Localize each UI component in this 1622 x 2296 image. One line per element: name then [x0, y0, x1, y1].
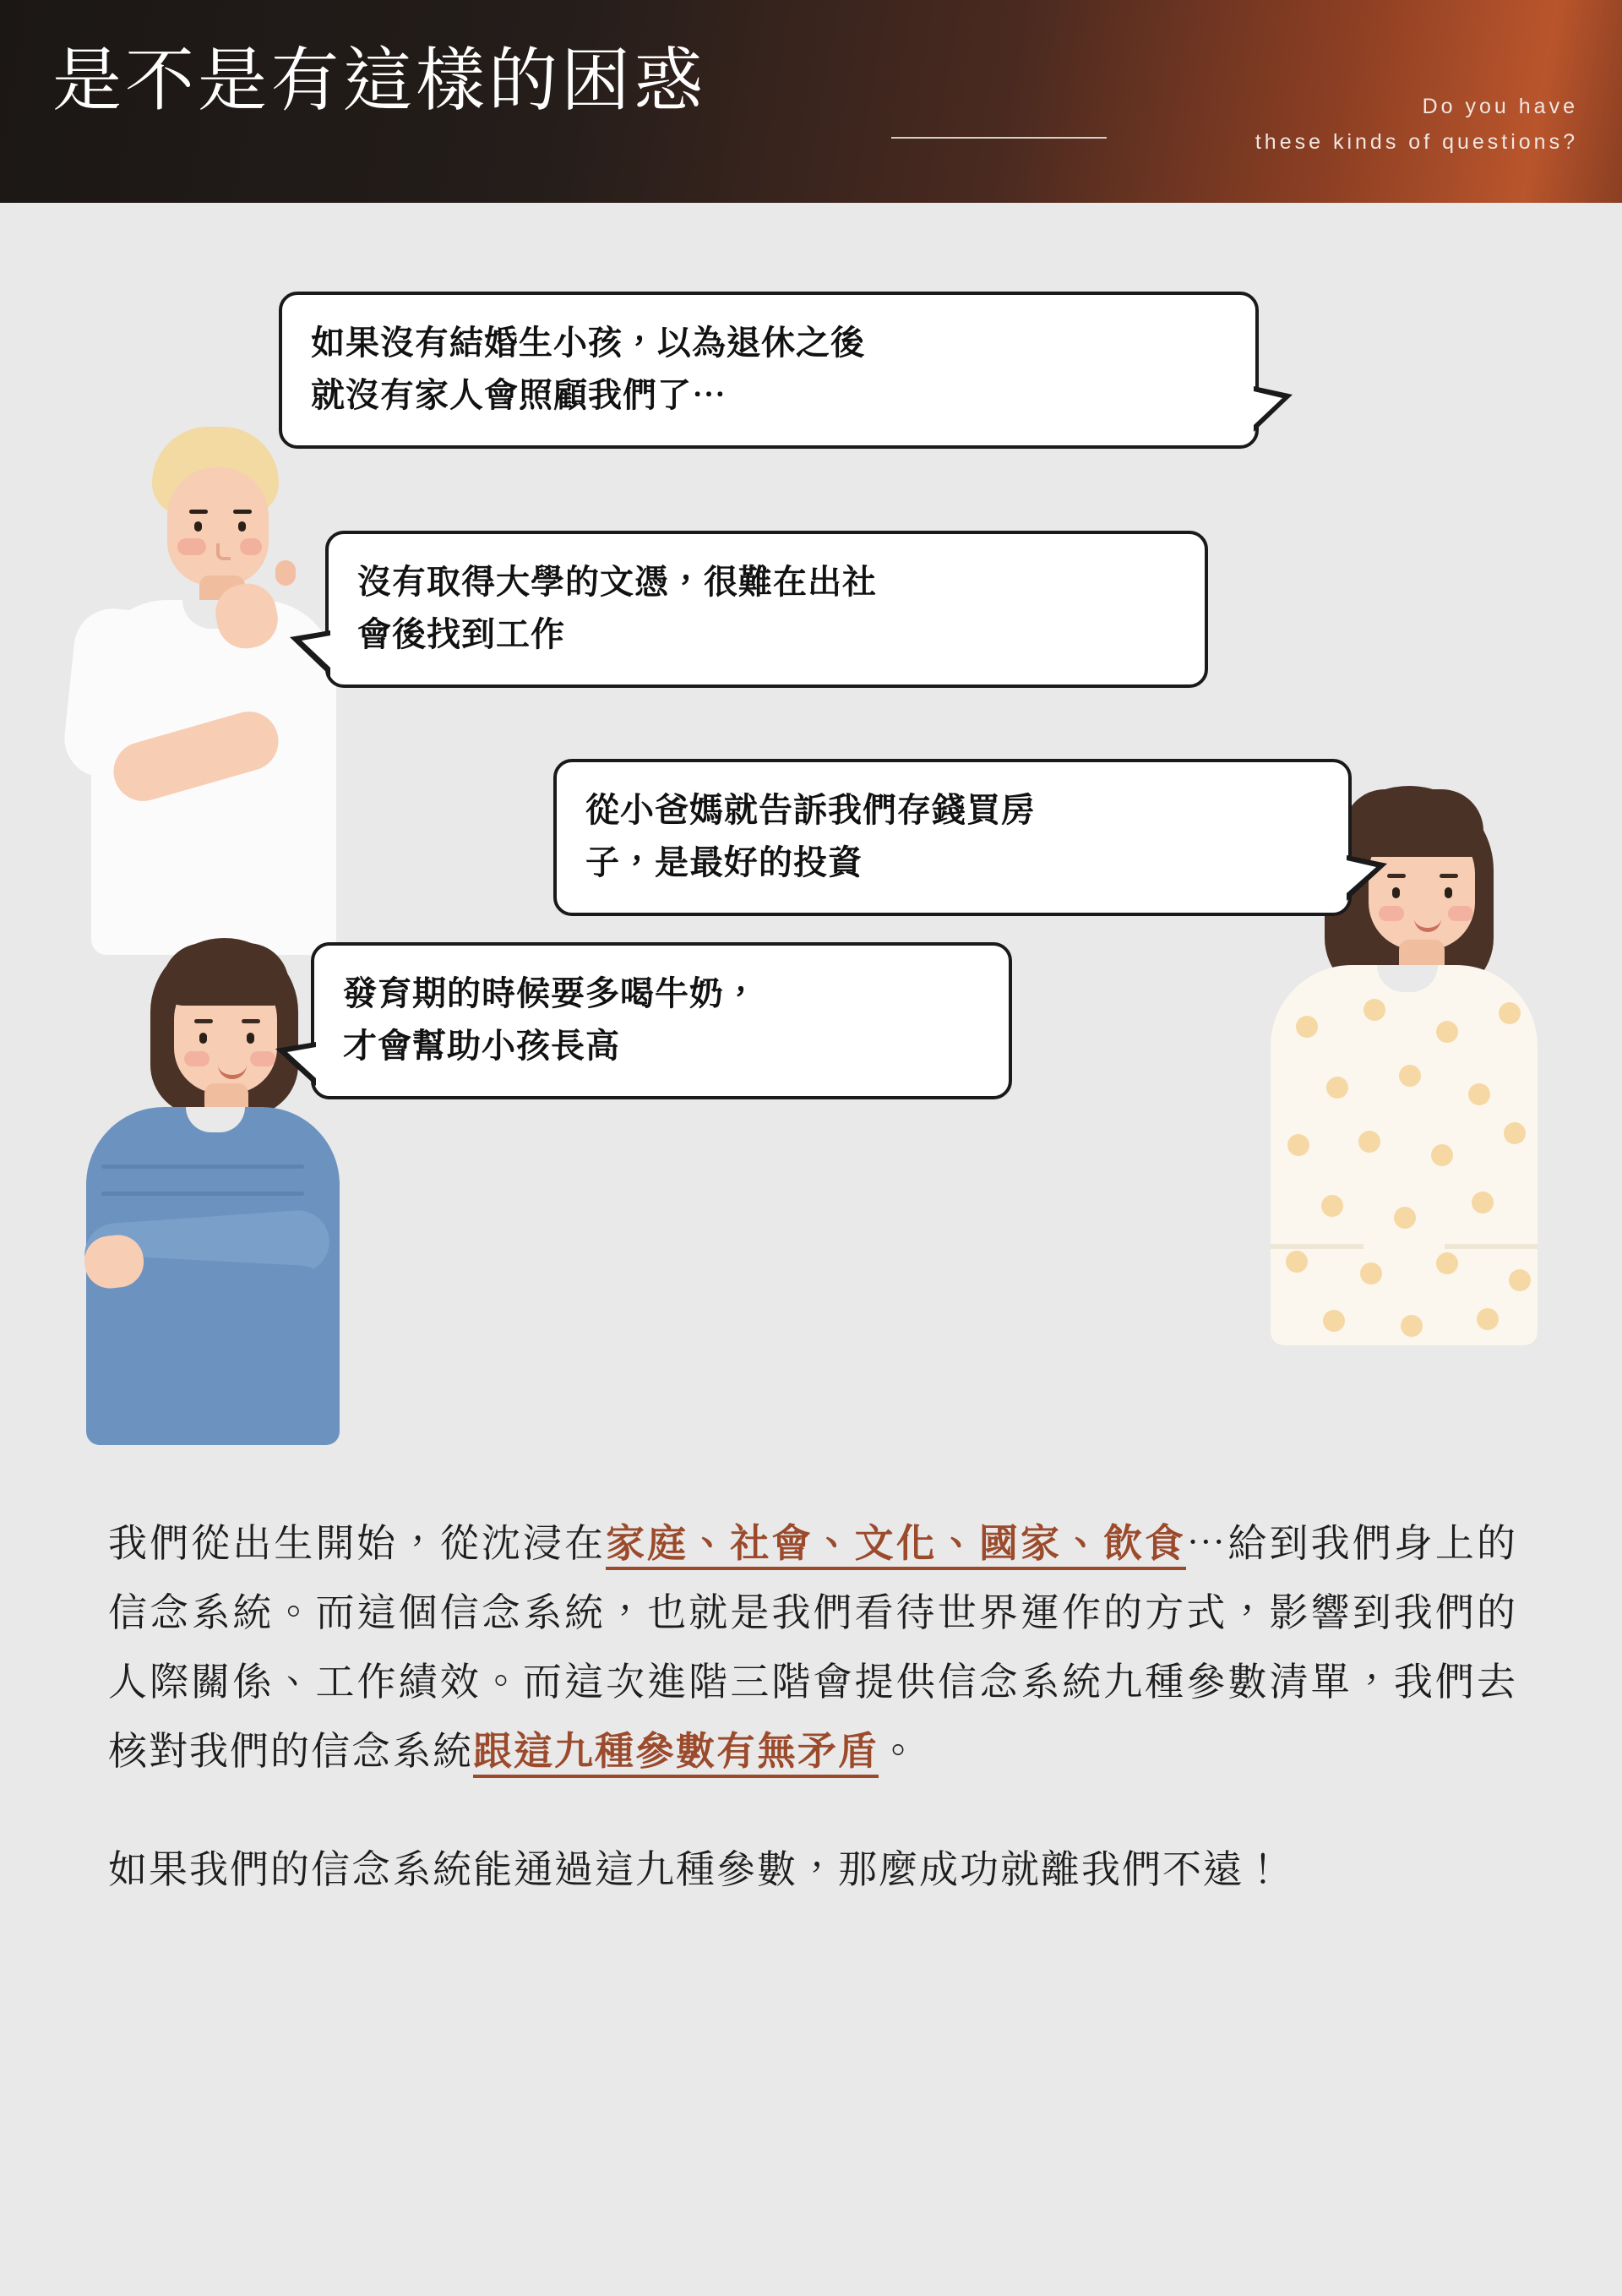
woman-blue-eyebrow-left [194, 1019, 213, 1023]
paragraph1-highlight-2: 跟這九種參數有無矛盾 [473, 1729, 879, 1778]
header-subtitle [1139, 89, 1578, 160]
woman-blue-cheek-left [184, 1051, 210, 1066]
woman-blue-shirt-fold-1 [101, 1164, 304, 1169]
shirt-dot [1504, 1122, 1526, 1144]
shirt-dot [1286, 1251, 1308, 1273]
bubble-tail-fill [1347, 860, 1376, 893]
speech-bubble-diploma [325, 531, 1208, 688]
woman-dot-eye-left [1392, 887, 1400, 898]
page-header [0, 0, 1622, 203]
bubble-tail-fill [287, 1047, 316, 1078]
shirt-dot [1399, 1065, 1421, 1087]
shirt-dot [1358, 1131, 1380, 1153]
woman-dot-eye-right [1445, 887, 1452, 898]
shirt-dot [1287, 1134, 1309, 1156]
shirt-dot [1499, 1002, 1521, 1024]
shirt-dot [1323, 1310, 1345, 1332]
bubble-tail-fill [302, 635, 330, 668]
shirt-dot [1321, 1195, 1343, 1217]
speech-bubble-retirement [279, 292, 1259, 449]
header-subtitle-line1: Do you have [1422, 95, 1578, 118]
header-divider [891, 137, 1107, 139]
woman-blue-eyebrow-right [242, 1019, 260, 1023]
shirt-dot [1477, 1308, 1499, 1330]
shirt-dot [1401, 1315, 1423, 1337]
woman-blue-eye-right [247, 1033, 254, 1044]
shirt-dot [1431, 1144, 1453, 1166]
body-paragraph-2: 如果我們的信念系統能通過這九種參數，那麼成功就離我們不遠！ [108, 1847, 1284, 1891]
woman-blue-fringe [162, 943, 289, 1006]
bubble-line-2: 會後找到工作 [357, 616, 565, 653]
man-ear [275, 560, 296, 586]
shirt-dot [1509, 1269, 1531, 1291]
paragraph1-text-2: ⋯給到我們身上的信念系統。而這個信念系統，也就是我們看待世界運作的方式，影響到我們的人際關係、工作績效。而這次進階三階會提供信念系統九種參數清單，我們去核對我們的信念系統 [108, 1521, 1518, 1773]
woman-blue-cheek-right [250, 1051, 275, 1066]
body-copy [108, 1508, 1517, 1904]
bubble-tail-fill [1254, 391, 1282, 425]
shirt-dot [1326, 1077, 1348, 1099]
shirt-dot [1436, 1021, 1458, 1043]
speech-bubble-milk [311, 942, 1012, 1099]
header-subtitle-line2: these kinds of questions? [1255, 130, 1578, 154]
woman-dot-sleeve-hem-left [1271, 1244, 1363, 1249]
bubble-line-1: 如果沒有結婚生小孩，以為退休之後 [311, 324, 865, 362]
paragraph1-text-1: 我們從出生開始，從沈浸在 [108, 1521, 607, 1565]
shirt-dot [1394, 1207, 1416, 1229]
paragraph1-text-3: 。 [879, 1729, 919, 1773]
shirt-dot [1472, 1192, 1494, 1213]
thinking-man-illustration [51, 427, 355, 959]
bubble-line-2: 才會幫助小孩長高 [343, 1028, 620, 1065]
shirt-dot [1468, 1083, 1490, 1105]
bubble-line-2: 就沒有家人會照顧我們了⋯ [311, 377, 727, 414]
speech-bubble-house [553, 759, 1352, 916]
bubble-line-1: 發育期的時候要多喝牛奶， [343, 975, 759, 1012]
woman-dot-sleeve-hem-right [1445, 1244, 1538, 1249]
man-head [167, 467, 269, 586]
woman-dot-fringe [1343, 789, 1483, 857]
man-cheek-right [240, 538, 262, 555]
woman-dot-cheek-left [1379, 906, 1404, 921]
bubble-line-1: 沒有取得大學的文憑，很難在出社 [357, 564, 877, 601]
woman-dot-eyebrow-left [1387, 874, 1406, 878]
woman-blue-eye-left [199, 1033, 207, 1044]
bubble-line-2: 子，是最好的投資 [585, 844, 863, 881]
shirt-dot [1296, 1016, 1318, 1038]
woman-dot-shirt [1271, 965, 1538, 1345]
shirt-dot [1363, 999, 1385, 1021]
body-paragraph-1 [108, 1508, 1517, 1786]
shirt-dot [1436, 1252, 1458, 1274]
woman-dot-cheek-right [1448, 906, 1473, 921]
woman-blue-shirt-fold-2 [101, 1192, 304, 1196]
man-eye-left [194, 521, 202, 532]
man-eye-right [238, 521, 246, 532]
woman-dot-eyebrow-right [1440, 874, 1458, 878]
paragraph1-highlight-1: 家庭、社會、文化、國家、飲食 [606, 1521, 1186, 1570]
shirt-dot [1360, 1263, 1382, 1284]
man-nose [216, 543, 231, 560]
bubble-line-1: 從小爸媽就告訴我們存錢買房 [585, 792, 1036, 829]
page-title: 是不是有這樣的困惑 [52, 42, 707, 119]
man-cheek-left [177, 538, 206, 555]
man-eyebrow-left [189, 510, 208, 514]
man-eyebrow-right [233, 510, 252, 514]
